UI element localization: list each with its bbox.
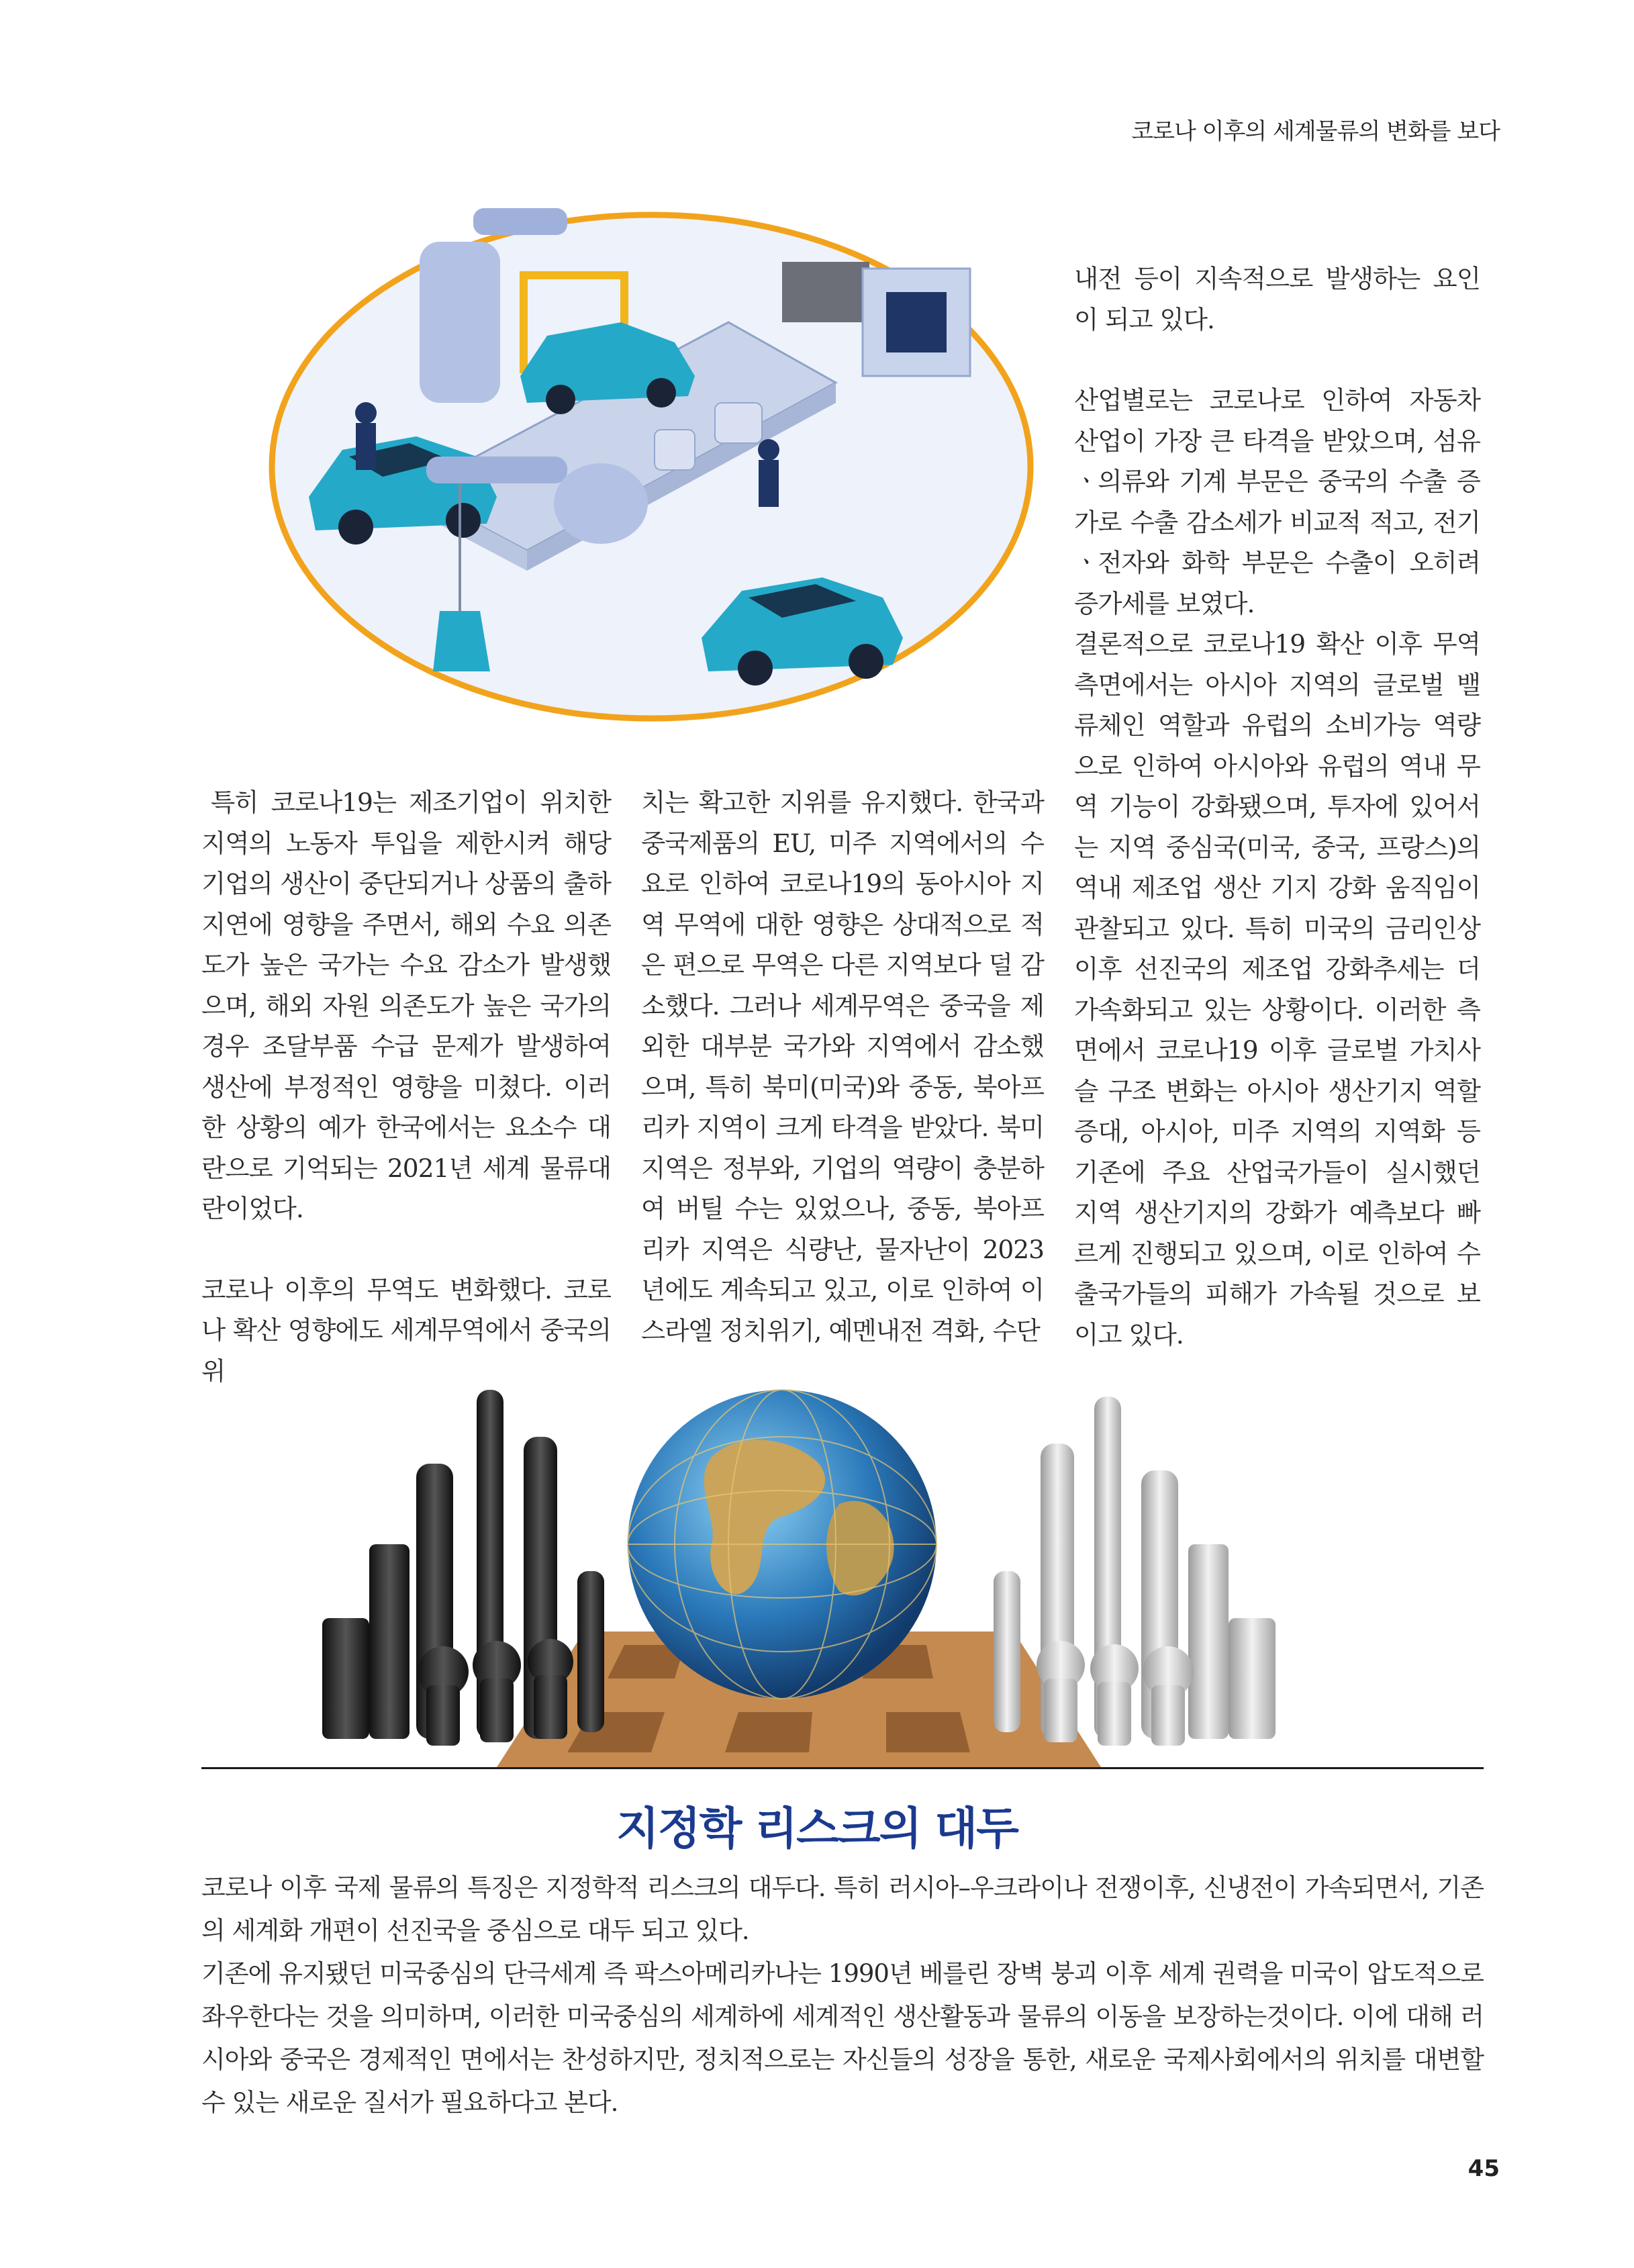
paragraph: 산업별로는 코로나로 인하여 자동차 산업이 가장 큰 타격을 받았으며, 섬유ㆍ의류와 기계 부문은 중국의 수출 증가로 수출 감소세가 비교적 적고, 전기ㆍ전자와 화학 부문은 수출이 오히려 증가세를 보였다.: [1074, 385, 1480, 618]
section-body: [201, 1867, 1484, 2124]
robot-arm-base: [420, 242, 500, 403]
running-title: 코로나 이후의 세계물류의 변화를 보다: [1131, 118, 1500, 145]
worker-left: [355, 402, 377, 470]
section-divider: [201, 1767, 1484, 1769]
column-middle: [641, 782, 1044, 1351]
paragraph: 코로나 이후 국제 물류의 특징은 지정학적 리스크의 대두다. 특히 러시아–우크라이나 전쟁이후, 신냉전이 가속되면서, 기존의 세계화 개편이 선진국을 중심으로 대두 되고 있다.: [201, 1873, 1484, 1945]
paragraph: 결론적으로 코로나19 확산 이후 무역 측면에서는 아시아 지역의 글로벌 밸류체인 역할과 유럽의 소비가능 역량으로 인하여 아시아와 유럽의 역내 무역 기능이 강화됐으며, 투자에 있어서는 지역 중심국(미국, 중국, 프랑스)의 역내 제조업 생산 기지 강화 움직임이 관찰되고 있다. 특히 미국의 금리인상 이후 선진국의 제조업 강화추세는 더 가속화되고 있는 상황이다. 이러한 측면에서 코로나19 이후 글로벌 가치사슬 구조 변화는 아시아 생산기지 역할 증대, 아시아, 미주 지역의 지역화 등 기존에 주요 산업국가들이 실시했던 지역 생산기지의 강화가 예측보다 빠르게 진행되고 있으며, 이로 인하여 수출국가들의 피해가 가속될 것으로 보이고 있다.: [1074, 629, 1480, 1350]
paragraph: 치는 확고한 지위를 유지했다. 한국과 중국제품의 EU, 미주 지역에서의 수요로 인하여 코로나19의 동아시아 지역 무역에 대한 영향은 상대적으로 적은 편으로 무역은 다른 지역보다 덜 감소했다. 그러나 세계무역은 중국을 제외한 대부분 국가와 지역에서 감소했으며, 특히 북미(미국)와 중동, 북아프리카 지역이 크게 타격을 받았다. 북미지역은 정부와, 기업의 역량이 충분하여 버틸 수는 있었으나, 중동, 북아프리카 지역은 식량난, 물자난이 2023년에도 계속되고 있고, 이로 인하여 이스라엘 정치위기, 예멘내전 격화, 수단: [641, 788, 1044, 1345]
paragraph: 기존에 유지됐던 미국중심의 단극세계 즉 팍스아메리카나는 1990년 베를린 장벽 붕괴 이후 세계 권력을 미국이 압도적으로 좌우한다는 것을 의미하며, 이러한 미국중심의 세계하에 세계적인 생산활동과 물류의 이동을 보장하는것이다. 이에 대해 러시아와 중국은 경제적인 면에서는 찬성하지만, 정치적으로는 자신들의 성장을 통한, 새로운 국제사회에서의 위치를 대변할 수 있는 새로운 질서가 필요하다고 본다.: [201, 1959, 1484, 2117]
worker-right: [758, 439, 779, 507]
column-left: [201, 782, 611, 1391]
paragraph: 코로나 이후의 무역도 변화했다. 코로나 확산 영향에도 세계무역에서 중국의 위: [201, 1274, 611, 1386]
column-right: [1074, 258, 1480, 1355]
black-chess-pieces: [322, 1390, 604, 1746]
chess-globe-illustration: [309, 1350, 1289, 1773]
section-title: 지정학 리스크의 대두: [616, 1803, 1018, 1854]
page-number: 45: [1468, 2155, 1500, 2182]
factory-assembly-illustration: [258, 201, 1051, 739]
machine-block: [782, 262, 869, 322]
paragraph: 특히 코로나19는 제조기업이 위치한 지역의 노동자 투입을 제한시켜 해당 기업의 생산이 중단되거나 상품의 출하 지연에 영향을 주면서, 해외 수요 의존도가 높은 국가는 수요 감소가 발생했으며, 해외 자원 의존도가 높은 국가의 경우 조달부품 수급 문제가 발생하여 생산에 부정적인 영향을 미쳤다. 이러한 상황의 예가 한국에서는 요소수 대란으로 기억되는 2021년 세계 물류대란이었다.: [201, 788, 611, 1223]
paragraph: 내전 등이 지속적으로 발생하는 요인이 되고 있다.: [1074, 264, 1480, 334]
